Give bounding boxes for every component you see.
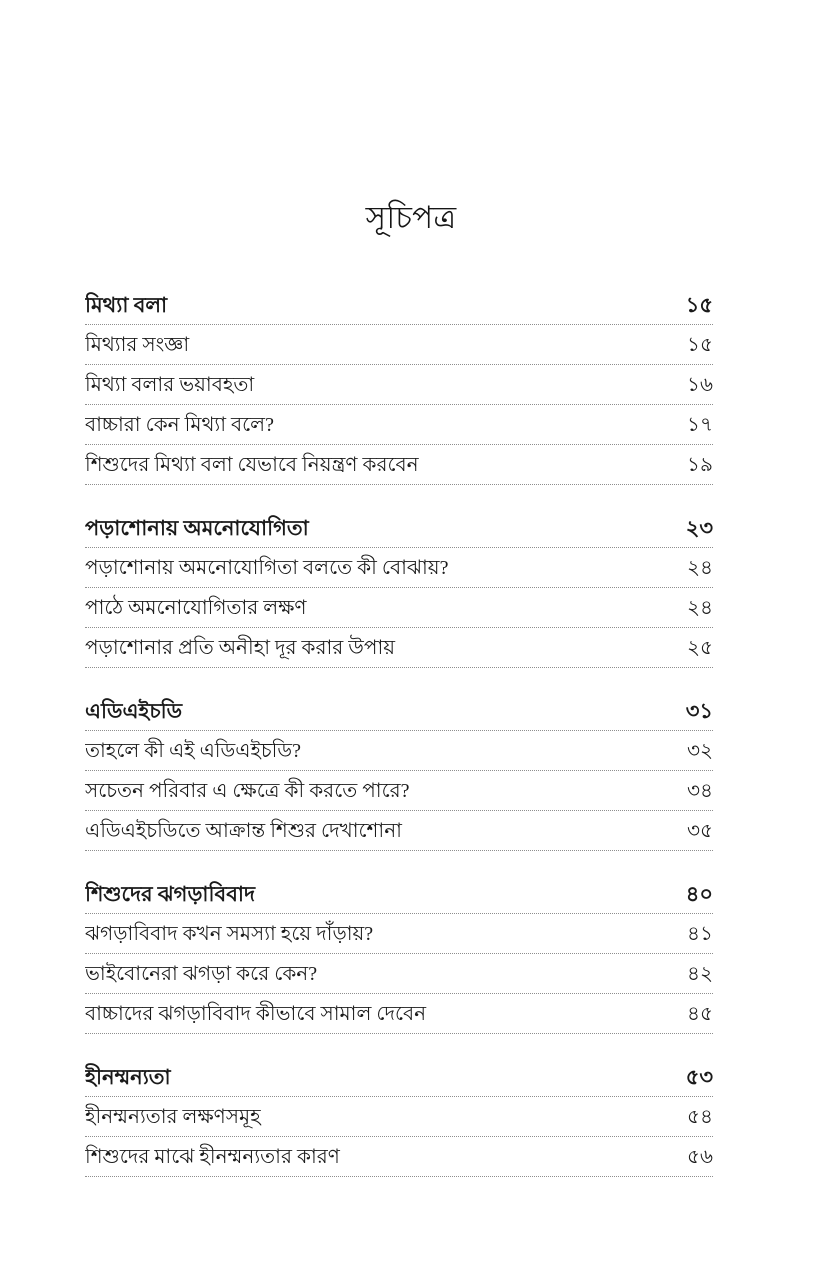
toc-section <box>85 1058 713 1177</box>
toc-section-title: মিথ্যা বলা <box>85 293 168 317</box>
toc-entry-title: এডিএইচডিতে আক্রান্ত শিশুর দেখাশোনা <box>85 820 402 842</box>
toc-entry-title: পড়াশোনায় অমনোযোগিতা বলতে কী বোঝায়? <box>85 557 449 579</box>
toc-entry-row[interactable] <box>85 731 713 771</box>
toc-section-title: হীনম্মন্যতা <box>85 1065 171 1089</box>
toc-entry-page-number: ৩৪ <box>687 780 713 802</box>
toc-section-title: শিশুদের ঝগড়াবিবাদ <box>85 882 256 906</box>
toc-entry-title: পড়াশোনার প্রতি অনীহা দূর করার উপায় <box>85 637 396 659</box>
toc-entry-row[interactable] <box>85 405 713 445</box>
page-title: সূচিপত্র <box>365 200 457 235</box>
toc-entry-page-number: ১৯ <box>687 454 713 476</box>
toc-entry-title: মিথ্যার সংজ্ঞা <box>85 334 190 356</box>
toc-entry-page-number: ৫৬ <box>687 1146 713 1168</box>
toc-section <box>85 875 713 1034</box>
toc-section-heading-row[interactable] <box>85 1058 713 1097</box>
toc-section <box>85 509 713 668</box>
toc-entry-page-number: ৪৫ <box>687 1003 713 1025</box>
toc-section-heading-row[interactable] <box>85 875 713 914</box>
toc-entry-page-number: ২৪ <box>687 557 713 579</box>
toc-entry-row[interactable] <box>85 445 713 485</box>
toc-section-heading-row[interactable] <box>85 692 713 731</box>
toc-entry-row[interactable] <box>85 771 713 811</box>
toc-entry-row[interactable] <box>85 1097 713 1137</box>
toc-entry-row[interactable] <box>85 811 713 851</box>
toc-section <box>85 286 713 485</box>
toc-entry-page-number: ৩৫ <box>687 820 713 842</box>
toc-entry-title: শিশুদের মাঝে হীনম্মন্যতার কারণ <box>85 1146 340 1168</box>
toc-entry-row[interactable] <box>85 588 713 628</box>
toc-section-heading-row[interactable] <box>85 509 713 548</box>
toc-entry-title: ঝগড়াবিবাদ কখন সমস্যা হয়ে দাঁড়ায়? <box>85 923 374 945</box>
toc-section-page-number: ১৫ <box>685 293 713 317</box>
toc-section <box>85 692 713 851</box>
toc-entry-title: মিথ্যা বলার ভয়াবহতা <box>85 374 255 396</box>
toc-entry-title: শিশুদের মিথ্যা বলা যেভাবে নিয়ন্ত্রণ করবেন <box>85 454 419 476</box>
toc-list <box>85 286 713 1177</box>
toc-entry-row[interactable] <box>85 994 713 1034</box>
toc-entry-page-number: ৪২ <box>687 963 713 985</box>
toc-entry-title: পাঠে অমনোযোগিতার লক্ষণ <box>85 597 307 619</box>
toc-entry-title: সচেতন পরিবার এ ক্ষেত্রে কী করতে পারে? <box>85 780 410 802</box>
toc-section-title: পড়াশোনায় অমনোযোগিতা <box>85 516 309 540</box>
toc-section-page-number: ২৩ <box>685 516 713 540</box>
toc-section-title: এডিএইচডি <box>85 699 183 723</box>
toc-entry-page-number: ৩২ <box>686 740 713 762</box>
toc-entry-page-number: ২৪ <box>687 597 713 619</box>
toc-entry-page-number: ১৫ <box>687 334 713 356</box>
toc-section-heading-row[interactable] <box>85 286 713 325</box>
toc-entry-page-number: ১৭ <box>687 414 713 436</box>
toc-entry-row[interactable] <box>85 325 713 365</box>
toc-entry-title: বাচ্চারা কেন মিথ্যা বলে? <box>85 414 274 436</box>
toc-entry-row[interactable] <box>85 914 713 954</box>
toc-section-page-number: ৩১ <box>685 699 713 723</box>
toc-entry-title: হীনম্মন্যতার লক্ষণসমূহ <box>85 1106 261 1128</box>
toc-entry-page-number: ৪১ <box>687 923 713 945</box>
toc-section-page-number: ৫৩ <box>685 1065 713 1089</box>
toc-entry-title: ভাইবোনেরা ঝগড়া করে কেন? <box>85 963 318 985</box>
toc-entry-title: বাচ্চাদের ঝগড়াবিবাদ কীভাবে সামাল দেবেন <box>85 1003 427 1025</box>
toc-entry-page-number: ২৫ <box>687 637 713 659</box>
toc-entry-row[interactable] <box>85 628 713 668</box>
toc-section-page-number: ৪০ <box>685 882 713 906</box>
toc-entry-page-number: ৫৪ <box>687 1106 713 1128</box>
toc-entry-row[interactable] <box>85 548 713 588</box>
toc-entry-row[interactable] <box>85 954 713 994</box>
toc-entry-page-number: ১৬ <box>687 374 713 396</box>
toc-entry-row[interactable] <box>85 365 713 405</box>
toc-entry-row[interactable] <box>85 1137 713 1177</box>
toc-entry-title: তাহলে কী এই এডিএইচডি? <box>85 740 301 762</box>
